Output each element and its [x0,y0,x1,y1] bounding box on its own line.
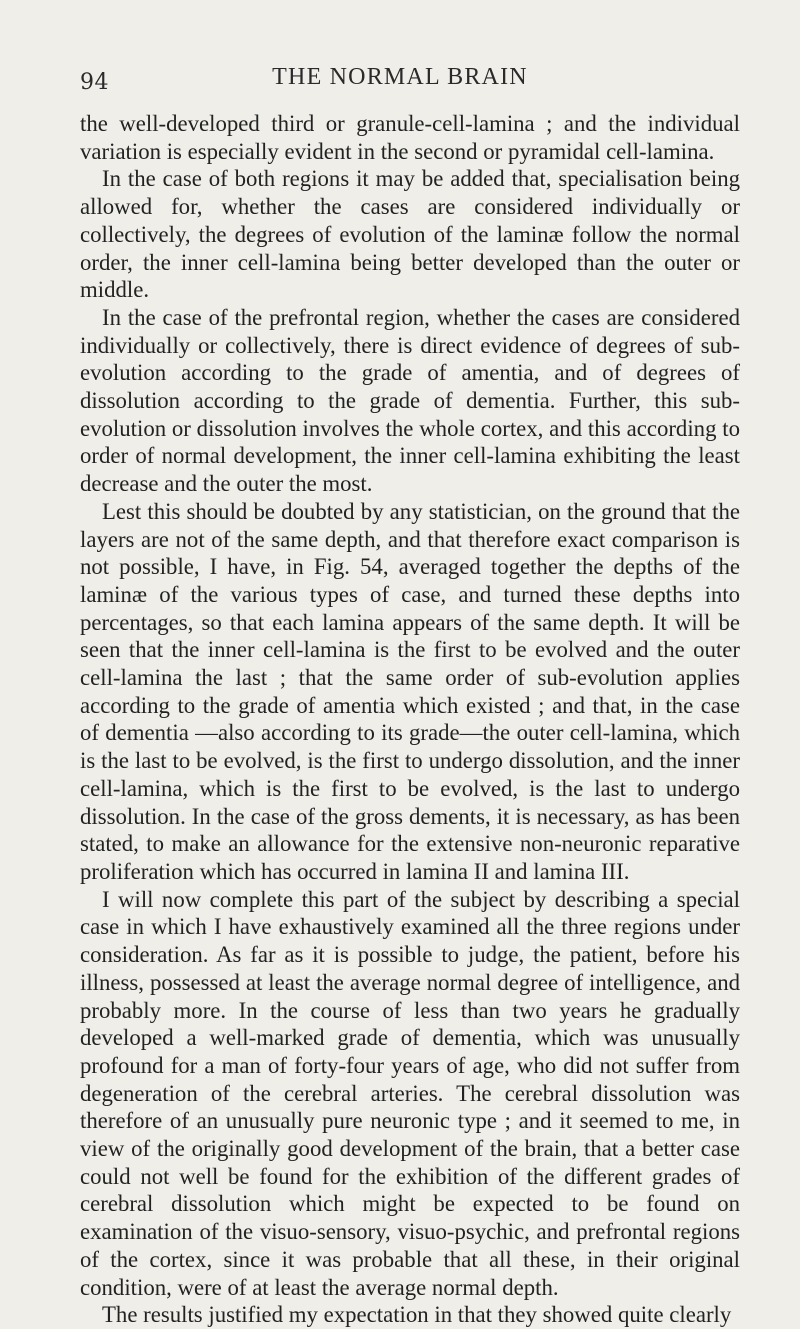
body-text [80,110,740,1329]
paragraph: In the case of the prefrontal region, whether the cases are considered individually or collectively, there is direct evidence of degrees of sub-evolution according to the grade of amentia, and of degrees of dissolution according to the grade of dementia. Further, this sub-evolution or dissolution involves the whole cortex, and this according to order of normal development, the inner cell-lamina exhibiting the least decrease and the outer the most. [80,304,740,497]
paragraph: In the case of both regions it may be added that, specialisation being allowed for, whether the cases are considered individually or collectively, the degrees of evolution of the laminæ follow the normal order, the inner cell-lamina being better developed than the outer or middle. [80,166,740,303]
page-number: 94 [80,70,109,95]
paragraph: Lest this should be doubted by any statistician, on the ground that the layers are not of the same depth, and that therefore exact comparison is not possible, I have, in Fig. 54, averaged together the depths of the laminæ of the various types of case, and turned these depths into percentages, so that each lamina appears of the same depth. It will be seen that the inner cell-lamina is the first to be evolved and the outer cell-lamina the last ; that the same order of sub-evolution applies according to the grade of amentia which existed ; and that, in the case of dementia —also according to its grade—the outer cell-lamina, which is the last to be evolved, is the first to undergo dissolution, and the inner cell-lamina, which is the first to be evolved, is the last to undergo dissolution. In the case of the gross dements, it is necessary, as has been stated, to make an allowance for the extensive non-neuronic reparative proliferation which has occurred in lamina II and lamina III. [80,498,740,884]
paragraph-continued: the well-developed third or granule-cell-lamina ; and the individual variation is especially evident in the second or pyramidal cell-lamina. [80,111,740,164]
paragraph: The results justified my expectation in that they showed quite clearly [102,1302,732,1328]
paragraph: I will now complete this part of the subject by describing a special case in which I have exhaustively examined all the three regions under consideration. As far as it is possible to judge, the patient, before his illness, possessed at least the average normal degree of intelligence, and probably more. In the course of less than two years he gradually developed a well-marked grade of dementia, which was unusually profound for a man of forty-four years of age, who did not suffer from degeneration of the cerebral arteries. The cerebral dissolution was therefore of an unusually pure neuronic type ; and it seemed to me, in view of the originally good development of the brain, that a better case could not well be found for the exhibition of the different grades of cerebral dissolution which might be expected to be found on examination of the visuo-sensory, visuo-psychic, and prefrontal regions of the cortex, since it was probable that all these, in their original condition, were of at least the average normal depth. [80,886,740,1300]
running-head: THE NORMAL BRAIN [272,64,528,90]
